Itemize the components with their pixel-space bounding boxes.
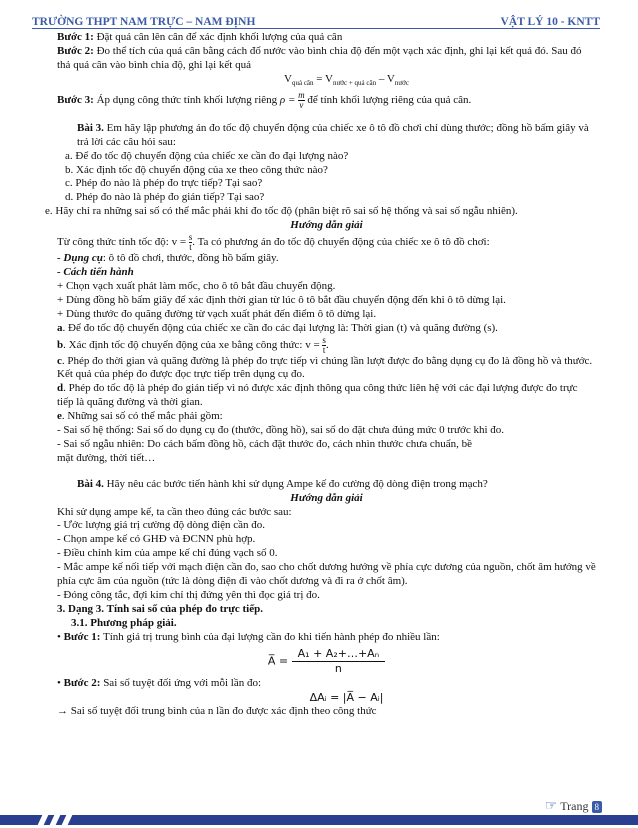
ammeter-step: - Ước lượng giá trị cường độ dòng điện cần đo. <box>57 519 266 532</box>
step-text: Áp dụng công thức tính khối lượng riêng <box>93 93 280 106</box>
page-number: 8 <box>592 801 603 813</box>
step-text: để tính khối lượng riêng của quả cân. <box>304 93 472 106</box>
answer-c <box>57 355 596 383</box>
answer-label: a <box>57 321 63 334</box>
formula-sub: quả cân <box>291 78 314 87</box>
page-number-block <box>543 798 604 815</box>
exercise-4 <box>57 478 596 492</box>
step-text: Tính giá trị trung bình của đại lượng cần đo khi tiến hành phép đo nhiều lần: <box>100 630 440 643</box>
page-label: Trang <box>560 799 589 813</box>
formula-part: V <box>284 72 292 85</box>
numerator: s <box>322 334 326 345</box>
exercise-text: Em hãy lập phương án đo tốc độ chuyển động của chiếc xe ô tô đồ chơi chỉ dùng thước; đồng hồ bấm giây và trả lời các câu hỏi sau: <box>77 121 589 148</box>
ammeter-step: - Mắc ampe kế nối tiếp với mạch điện cần đo, sao cho chốt dương hướng về phía cực dương của nguồn, chốt âm hướng về phía cực âm của nguồn (tức là dòng điện đi vào chốt dương và đi ra ở chốt âm). <box>57 561 596 588</box>
subject-title: VẬT LÝ 10 - KNTT <box>500 16 600 28</box>
question-c: c. Phép đo nào là phép đo trực tiếp? Tại sao? <box>65 177 263 190</box>
formula-part: – V <box>376 72 395 85</box>
exercise-label: Bài 3. <box>77 121 104 134</box>
document-body <box>45 31 596 719</box>
page-footer <box>0 796 638 826</box>
step-text: Sai số tuyệt đối ứng với mỗi lần đo: <box>100 677 262 690</box>
question-a: a. Để đo tốc độ chuyển động của chiếc xe cần đo đại lượng nào? <box>65 149 349 162</box>
header-divider <box>32 28 600 29</box>
mean-fraction <box>292 647 385 676</box>
denominator: n <box>334 661 342 675</box>
systematic-error: - Sai số hệ thống: Sai số do dụng cụ đo (thước, đồng hồ), sai số do đặt chưa đúng mức 0 trước khi đo. <box>57 424 505 437</box>
formula-sub: nước <box>394 78 409 87</box>
procedure-step: + Dùng thước đo quãng đường từ vạch xuất phát đến điểm ô tô dừng lại. <box>57 307 377 320</box>
answer-b <box>57 336 596 355</box>
method-step-1 <box>57 631 596 645</box>
bullet-icon: • <box>57 630 61 643</box>
procedure-label: - Cách tiến hành <box>57 265 134 278</box>
ammeter-step: - Chọn ampe kế có GHĐ và ĐCNN phù hợp. <box>57 533 256 546</box>
section-3-title: 3. Dạng 3. Tính sai số của phép đo trực tiếp. <box>57 602 263 615</box>
formula-part: = V <box>313 72 333 85</box>
tools-text: : ô tô đồ chơi, thước, đồng hồ bấm giây. <box>102 252 279 265</box>
answer-e <box>57 410 596 424</box>
answer-label: e <box>57 410 62 423</box>
tools-line <box>57 252 596 266</box>
spacer <box>57 110 596 122</box>
solution-heading: Hướng dẫn giải <box>290 219 363 232</box>
section-3-1-title: 3.1. Phương pháp giải. <box>71 616 177 629</box>
answer-a <box>57 322 596 336</box>
exercise-text: Hãy nêu các bước tiến hành khi sử dụng Ampe kế đo cường độ dòng điện trong mạch? <box>103 477 488 490</box>
school-name: TRƯỜNG THPT NAM TRỰC – NAM ĐỊNH <box>32 16 256 28</box>
text: Từ công thức tính tốc độ: v = <box>57 236 189 249</box>
mean-error-intro: → Sai số tuyệt đối trung bình của n lần đo được xác định theo công thức <box>57 705 377 718</box>
denominator: t <box>189 242 192 253</box>
text: . <box>325 338 329 351</box>
exercise-3 <box>57 122 596 150</box>
tools-label: - Dụng cụ <box>57 252 103 265</box>
step-label: Bước 1: <box>57 31 94 43</box>
absolute-error-formula: ΔAᵢ = |A̅ − Aᵢ| <box>309 691 384 705</box>
step-text: Đặt quả cân lên cân để xác định khối lượng của quả cân <box>93 31 343 43</box>
answer-text: . Phép đo tốc độ là phép đo gián tiếp vì nó được xác định thông qua công thức liên hệ với các đại lượng được đo trực tiếp là quãng đường và thời gian. <box>57 382 578 409</box>
bullet-icon: • <box>57 677 61 690</box>
solution-intro <box>57 233 596 252</box>
question-b: b. Xác định tốc độ chuyển động của xe theo công thức nào? <box>65 163 328 176</box>
density-symbol: ρ = <box>279 93 299 106</box>
answer-label: c <box>57 354 62 367</box>
random-error: - Sai số ngẫu nhiên: Do cách bấm đồng hồ, cách đặt thước đo, cách nhìn thước chưa chuẩn, bề mặt đường, thời tiết… <box>57 437 473 464</box>
formula-sub: nước + quả cân <box>333 78 377 87</box>
numerator: m <box>298 89 305 100</box>
step-label: Bước 1: <box>60 630 101 643</box>
answer-text: . Xác định tốc độ chuyển động của xe bằng công thức: v = <box>63 338 323 351</box>
question-e: e. Hãy chỉ ra những sai số có thể mắc phải khi đo tốc độ (phân biệt rõ sai số hệ thống và sai số ngẫu nhiên). <box>45 205 518 218</box>
ammeter-step: - Đóng công tắc, đợi kim chỉ thị đứng yên thì đọc giá trị đo. <box>57 589 320 601</box>
answer-text: . Phép đo thời gian và quãng đường là phép đo trực tiếp vì chúng lần lượt được đo bằng dụng cụ đo là đồng hồ và thước. Kết quả của phép đo được đọc trực tiếp trên dụng cụ đo. <box>57 354 593 381</box>
pointing-hand-icon: ☞ <box>544 799 558 814</box>
procedure-step: + Chọn vạch xuất phát làm mốc, cho ô tô bắt đầu chuyển động. <box>57 279 336 292</box>
ammeter-step: - Điều chỉnh kim của ampe kế chỉ đúng vạch số 0. <box>57 547 278 560</box>
procedure-step: + Dùng đồng hồ bấm giây để xác định thời gian từ lúc ô tô bắt đầu chuyển động đến khi ô tô dừng lại. <box>57 293 506 306</box>
numerator: A₁ + A₂+…+Aₙ <box>292 647 385 662</box>
answer-d <box>57 382 596 410</box>
numerator: s <box>188 232 193 243</box>
solution-heading: Hướng dẫn giải <box>290 491 363 504</box>
denominator: t <box>322 344 326 355</box>
method-step-2 <box>57 677 596 691</box>
step-label: Bước 2: <box>60 677 101 690</box>
formula-lhs: A̅ = <box>267 654 292 668</box>
step-label: Bước 3: <box>57 93 94 106</box>
step-text: Đo thể tích của quả cân bằng cách đổ nước vào bình chia độ đến một vạch xác định, ghi lại kết quả đó. Sau đó thả quả cân vào bình chia độ, ghi lại kết quả <box>57 44 582 71</box>
answer-label: d <box>57 382 64 395</box>
denominator: v <box>299 99 304 110</box>
ammeter-intro: Khi sử dụng ampe kế, ta cần theo đúng các bước sau: <box>57 505 292 518</box>
step-label: Bước 2: <box>57 44 94 57</box>
step-2 <box>57 45 596 73</box>
step-1 <box>57 31 596 45</box>
text: . Ta có phương án đo tốc độ chuyển động của chiếc xe ô tô đồ chơi: <box>192 236 490 249</box>
footer-bar <box>0 815 638 825</box>
answer-label: b <box>57 338 64 351</box>
mean-formula <box>57 647 596 676</box>
question-d: d. Phép đo nào là phép đo gián tiếp? Tại sao? <box>65 191 265 204</box>
exercise-label: Bài 4. <box>77 477 104 490</box>
step-3 <box>57 91 596 110</box>
answer-text: . Những sai số có thể mắc phải gồm: <box>61 410 223 423</box>
volume-formula <box>57 73 596 91</box>
answer-text: . Để đo tốc độ chuyển động của chiếc xe cần đo các đại lượng là: Thời gian (t) và quãng đường (s). <box>62 321 498 334</box>
spacer <box>57 466 596 478</box>
